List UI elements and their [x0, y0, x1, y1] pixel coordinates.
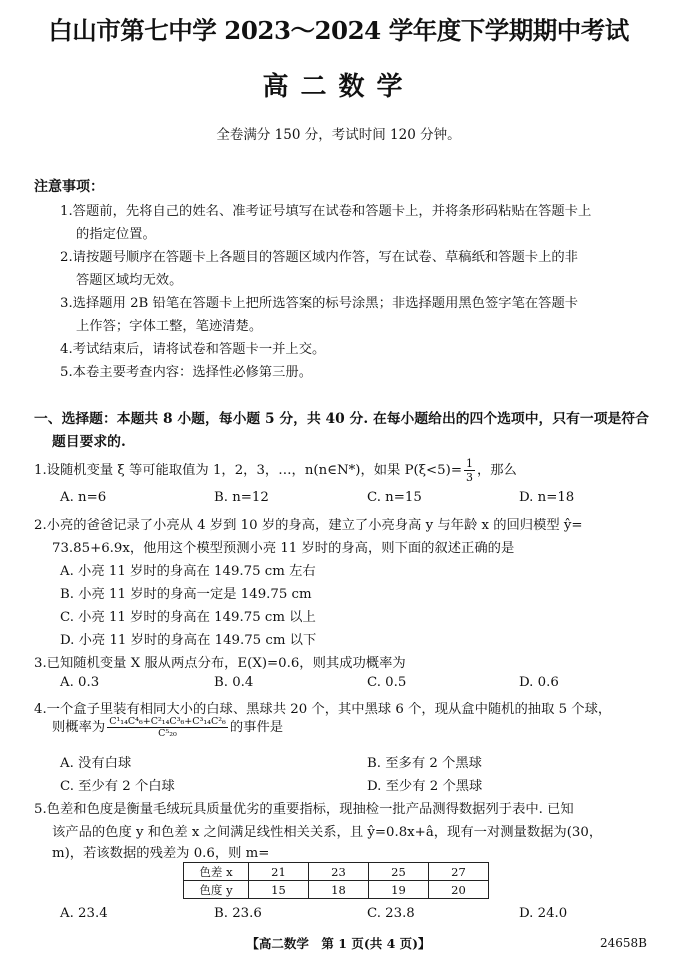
option: C. 23.8 — [367, 906, 415, 921]
table-cell: 27 — [429, 863, 489, 881]
option: D. 24.0 — [519, 906, 568, 921]
question-4-stem: 4.一个盒子里装有相同大小的白球、黑球共 20 个，其中黑球 6 个，现从盒中随机的抽取 5 个球， — [34, 702, 612, 717]
table-row — [184, 863, 489, 881]
table-header-cell: 色度 y — [184, 881, 249, 899]
option: D. n=18 — [519, 490, 575, 505]
notice-line: 3.选择题用 2B 铅笔在答题卡上把所选答案的标号涂黑；非选择题用黑色签字笔在答题卡 — [60, 296, 579, 311]
section-heading-cont: 题目要求的. — [52, 434, 126, 450]
question-5-stem: 5.色差和色度是衡量毛绒玩具质量优劣的重要指标，现抽检一批产品测得数据列于表中. 已知 — [34, 802, 574, 817]
option: A. 没有白球 — [60, 756, 132, 771]
question-1-stem: 1.设随机变量 ξ 等可能取值为 1，2，3，…，n(n∈N*)，如果 P(ξ<5)= $\frac{1}{3}$ ，那么 — [34, 457, 517, 484]
option: C. 0.5 — [367, 675, 407, 690]
exam-info: 全卷满分 150 分，考试时间 120 分钟。 — [216, 127, 461, 143]
option: B. 小亮 11 岁时的身高一定是 149.75 cm — [60, 587, 312, 602]
table-cell: 23 — [309, 863, 369, 881]
fraction: $\frac{1}{3}$ — [465, 457, 473, 484]
section-heading: 一、选择题：本题共 8 小题，每小题 5 分，共 40 分. 在每小题给出的四个选项中，只有一项是符合 — [34, 411, 649, 427]
notice-line: 4.考试结束后，请将试卷和答题卡一并上交。 — [60, 342, 326, 357]
option: B. n=12 — [214, 490, 269, 505]
fraction: $\frac{\text{C¹₁₄C⁴₆+C²₁₄C³₆+C³₁₄C²₆}}{\text{C⁵₂₀}}$ — [109, 716, 226, 739]
table-cell: 20 — [429, 881, 489, 899]
table-cell: 15 — [249, 881, 309, 899]
table-cell: 18 — [309, 881, 369, 899]
option: C. 至少有 2 个白球 — [60, 779, 175, 794]
option: B. 0.4 — [214, 675, 254, 690]
option: D. 至少有 2 个黑球 — [367, 779, 483, 794]
option: B. 至多有 2 个黑球 — [367, 756, 482, 771]
data-table — [183, 862, 489, 899]
option: B. 23.6 — [214, 906, 262, 921]
option: C. 小亮 11 岁时的身高在 149.75 cm 以上 — [60, 610, 316, 625]
option: D. 小亮 11 岁时的身高在 149.75 cm 以下 — [60, 633, 317, 648]
table-cell: 19 — [369, 881, 429, 899]
question-5-stem-cont: m)，若该数据的残差为 0.6，则 m= — [52, 846, 270, 861]
question-3-stem: 3.已知随机变量 X 服从两点分布，E(X)=0.6，则其成功概率为 — [34, 656, 406, 671]
question-5-stem-cont: 该产品的色度 y 和色差 x 之间满足线性相关关系，且 ŷ=0.8x+â，现有一对测量数据为(30， — [52, 825, 603, 840]
notice-line: 上作答；字体工整，笔迹清楚。 — [76, 319, 263, 334]
question-2-stem: 2.小亮的爸爸记录了小亮从 4 岁到 10 岁的身高，建立了小亮身高 y 与年龄 x 的回归模型 ŷ= — [34, 518, 583, 533]
option: A. n=6 — [60, 490, 107, 505]
paper-code: 24658B — [600, 936, 647, 950]
option: D. 0.6 — [519, 675, 559, 690]
option: A. 小亮 11 岁时的身高在 149.75 cm 左右 — [60, 564, 316, 579]
subject-title: 高二数学 — [262, 72, 415, 102]
notice-line: 的指定位置。 — [76, 227, 156, 242]
notice-line: 2.请按题号顺序在答题卡上各题目的答题区域内作答，写在试卷、草稿纸和答题卡上的非 — [60, 250, 578, 265]
question-4-probability: 则概率为 $\frac{\text{C¹₁₄C⁴₆+C²₁₄C³₆+C³₁₄C²₆}}{\text{C⁵₂₀}}$ 的事件是 — [52, 716, 284, 739]
notice-line: 5.本卷主要考查内容：选择性必修第三册。 — [60, 365, 313, 380]
option: A. 23.4 — [60, 906, 108, 921]
page-footer: 【高二数学 第 1 页(共 4 页)】 — [246, 936, 431, 951]
exam-title: 白山市第七中学 2023～2024 学年度下学期期中考试 — [48, 16, 629, 45]
table-cell: 25 — [369, 863, 429, 881]
option: A. 0.3 — [60, 675, 100, 690]
table-header-cell: 色差 x — [184, 863, 249, 881]
question-2-stem-cont: 73.85+6.9x，他用这个模型预测小亮 11 岁时的身高，则下面的叙述正确的是 — [52, 541, 515, 556]
notice-title: 注意事项： — [34, 179, 104, 195]
notice-line: 1.答题前，先将自己的姓名、准考证号填写在试卷和答题卡上，并将条形码粘贴在答题卡上 — [60, 204, 592, 219]
notice-line: 答题区域均无效。 — [76, 273, 183, 288]
table-cell: 21 — [249, 863, 309, 881]
option: C. n=15 — [367, 490, 422, 505]
table-row — [184, 881, 489, 899]
